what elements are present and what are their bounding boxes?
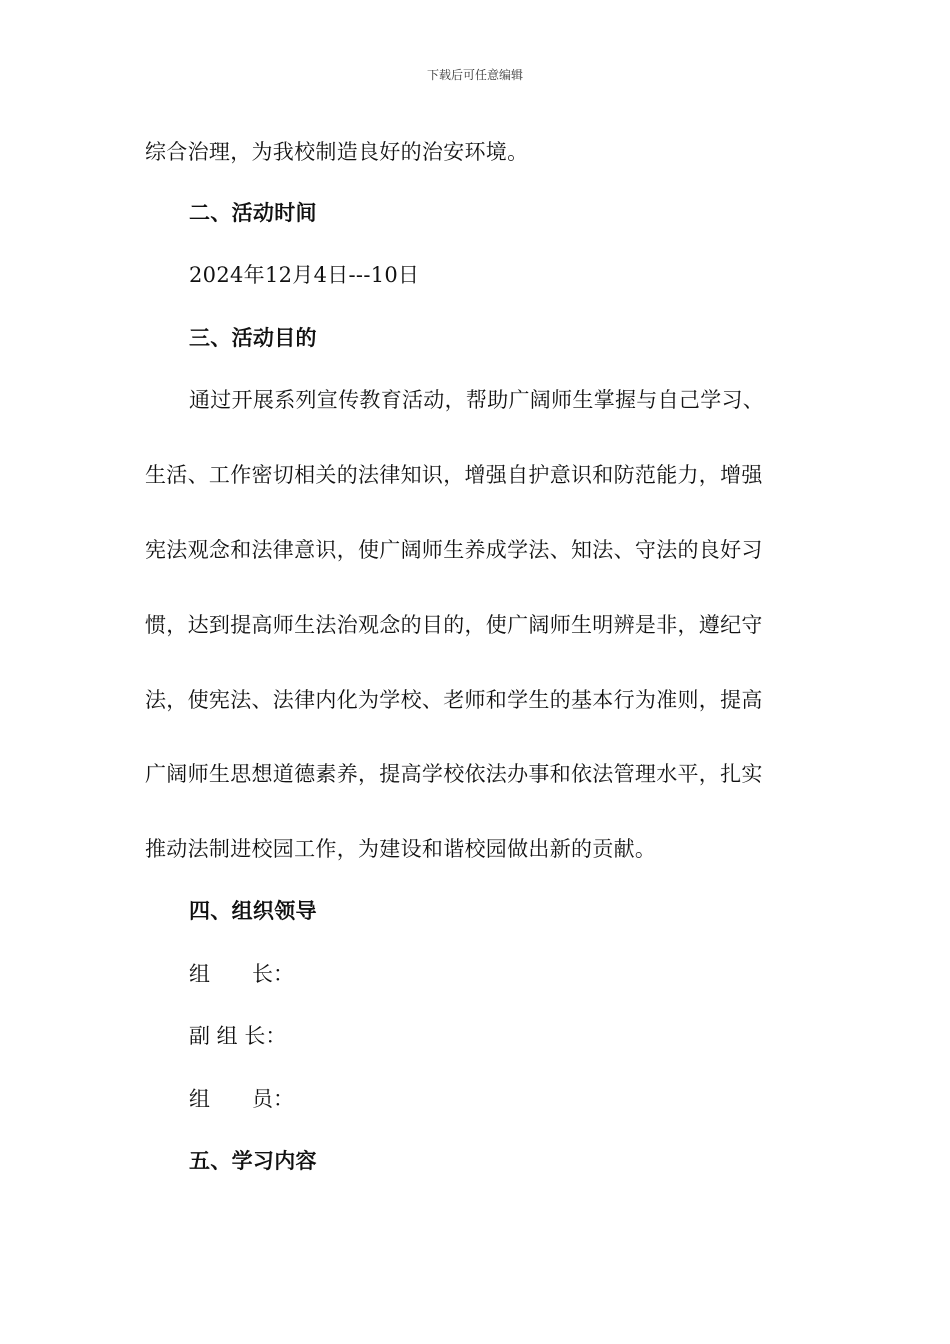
- header-note: 下载后可任意编辑: [426, 68, 523, 82]
- section-heading-purpose: 三、活动目的: [189, 325, 317, 350]
- purpose-line-4: 惯，达到提高师生法治观念的目的，使广阔师生明辨是非，遵纪守: [145, 613, 763, 637]
- section-heading-study-content: 五、学习内容: [189, 1148, 317, 1173]
- role-deputy-leader: 副 组 长：: [189, 1024, 287, 1048]
- purpose-line-6: 广阔师生思想道德素养，提高学校依法办事和依法管理水平，扎实: [145, 762, 763, 786]
- purpose-line-7: 推动法制进校园工作，为建设和谐校园做出新的贡献。: [145, 837, 657, 861]
- paragraph-line-intro: 综合治理，为我校制造良好的治安环境。: [145, 140, 529, 164]
- role-member: 组 员：: [189, 1087, 294, 1111]
- purpose-line-1: 通过开展系列宣传教育活动，帮助广阔师生掌握与自己学习、: [189, 388, 765, 412]
- role-leader: 组 长：: [189, 962, 294, 986]
- purpose-line-2: 生活、工作密切相关的法律知识，增强自护意识和防范能力，增强: [145, 463, 763, 487]
- section-heading-leadership: 四、组织领导: [189, 898, 317, 923]
- section-heading-time: 二、活动时间: [189, 200, 317, 225]
- activity-time-text: 2024年12月4日---10日: [189, 263, 420, 287]
- purpose-line-5: 法，使宪法、法律内化为学校、老师和学生的基本行为准则，提高: [145, 688, 763, 712]
- purpose-line-3: 宪法观念和法律意识，使广阔师生养成学法、知法、守法的良好习: [145, 538, 763, 562]
